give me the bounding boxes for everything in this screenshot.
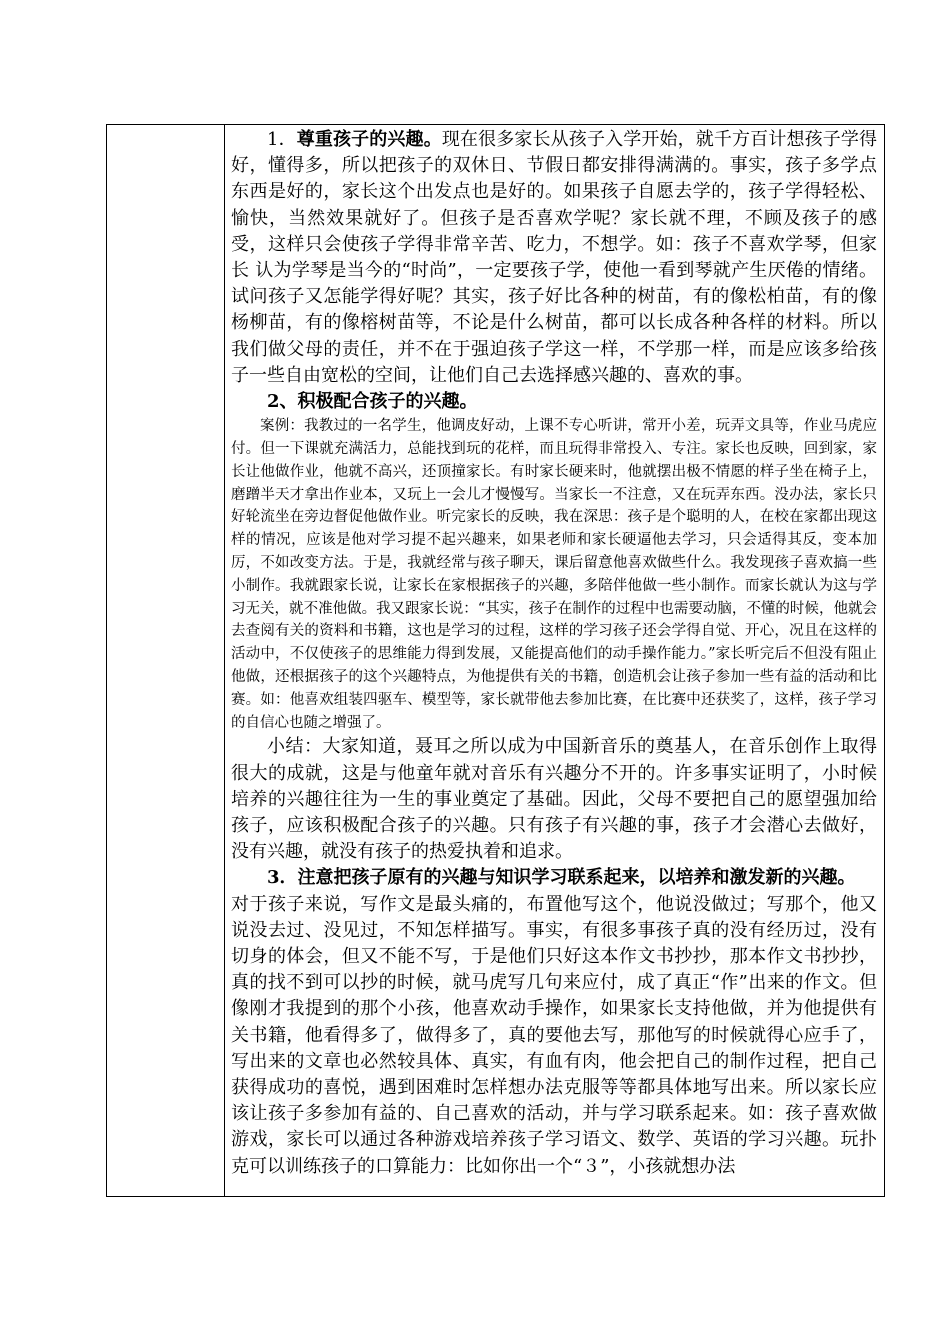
content-table [106,124,885,1197]
section-3-body: 对于孩子来说，写作文是最头痛的，布置他写这个，他说没做过；写那个，他又说没去过、没见过，不知怎样描写。事实，有很多事孩子真的没有经历过，没有切身的体会，但又不能不写，于是他们只好这本作文书抄抄，那本作文书抄抄，真的找不到可以抄的时候，就马虎写几句来应付，成了真正“作”出来的作文。但像刚才我提到的那个小孩，他喜欢动手操作，如果家长支持他做，并为他提供有关书籍，他看得多了，做得多了，真的要他去写，那他写的时候就得心应手了，写出来的文章也必然较具体、真实，有血有肉，他会把自己的制作过程，把自己获得成功的喜悦，遇到困难时怎样想办法克服等等都具体地写出来。所以家长应该让孩子多参加有益的、自己喜欢的活动，并与学习联系起来。如：孩子喜欢做游戏，家长可以通过各种游戏培养孩子学习语文、数学、英语的学习兴趣。玩扑克可以训练孩子的口算能力：比如你出一个“３”，小孩就想办法 [231,893,877,1177]
section-1-number: 1． [267,129,297,150]
section-1-heading: 尊重孩子的兴趣。 [296,129,442,150]
section-2-case: 案例：我教过的一名学生，他调皮好动，上课不专心听讲，常开小差，玩弄文具等，作业马虎应付。但一下课就充满活力，总能找到玩的花样，而且玩得非常投入、专注。家长也反映，回到家，家长让他做作业，他就不高兴，还顶撞家长。有时家长硬来时，他就摆出极不情愿的样子坐在椅子上，磨蹭半天才拿出作业本，又玩上一会儿才慢慢写。当家长一不注意，又在玩弄东西。没办法，家长只好轮流坐在旁边督促他做作业。听完家长的反映，我在深思：孩子是个聪明的人，在校在家都出现这样的情况，应该是他对学习提不起兴趣来，如果老师和家长硬逼他去学习，只会适得其反，变本加厉，不如改变方法。于是，我就经常与孩子聊天，课后留意他喜欢做些什么。我发现孩子喜欢搞一些小制作。我就跟家长说，让家长在家根据孩子的兴趣，多陪伴他做一些小制作。而家长就认为这与学习无关，就不准他做。我又跟家长说：“其实，孩子在制作的过程中也需要动脑，不懂的时候，他就会去查阅有关的资料和书籍，这也是学习的过程，这样的学习孩子还会学得自觉、开心，况且在这样的活动中，不仅使孩子的思维能力得到发展，又能提高他们的动手操作能力。”家长听完后不但没有阻止他做，还根据孩子的这个兴趣特点，为他提供有关的书籍，创造机会让孩子参加一些有益的活动和比赛。如：他喜欢组装四驱车、模型等，家长就带他去参加比赛，在比赛中还获奖了，这样，孩子学习的自信心也随之增强了。 [231,418,877,731]
section-1-body: 现在很多家长从孩子入学开始，就千方百计想孩子学得好，懂得多，所以把孩子的双休日、节假日都安排得满满的。事实，孩子多学点东西是好的，家长这个出发点也是好的。如果孩子自愿去学的，孩子学得轻松、愉快，当然效果就好了。但孩子是否喜欢学呢？家长就不理，不顾及孩子的感受，这样只会使孩子学得非常辛苦、吃力，不想学。如：孩子不喜欢学琴，但家长 认为学琴是当今的“时尚”，一定要孩子学，使他一看到琴就产生厌倦的情绪。试问孩子又怎能学得好呢？其实，孩子好比各种的树苗，有的像松柏苗，有的像杨柳苗，有的像榕树苗等，不论是什么树苗，都可以长成各种各样的材料。所以我们做父母的责任，并不在于强迫孩子学这一样，不学那一样，而是应该多给孩子一些自由宽松的空间，让他们自己去选择感兴趣的、喜欢的事。 [231,129,878,386]
section-1-paragraph [231,127,877,389]
section-2-summary: 小结：大家知道，聂耳之所以成为中国新音乐的奠基人，在音乐创作上取得很大的成就，这是与他童年就对音乐有兴趣分不开的。许多事实证明了，小时候培养的兴趣往往为一生的事业奠定了基础。因此，父母不要把自己的愿望强加给孩子，应该积极配合孩子的兴趣。只有孩子有兴趣的事，孩子才会潜心去做好，没有兴趣，就没有孩子的热爱执着和追求。 [231,736,877,863]
section-3-heading: 3．注意把孩子原有的兴趣与知识学习联系起来，以培养和激发新的兴趣。 [267,867,856,889]
content-column [225,125,884,1196]
section-2-heading: 2、积极配合孩子的兴趣。 [267,391,478,413]
label-column [107,125,225,1196]
